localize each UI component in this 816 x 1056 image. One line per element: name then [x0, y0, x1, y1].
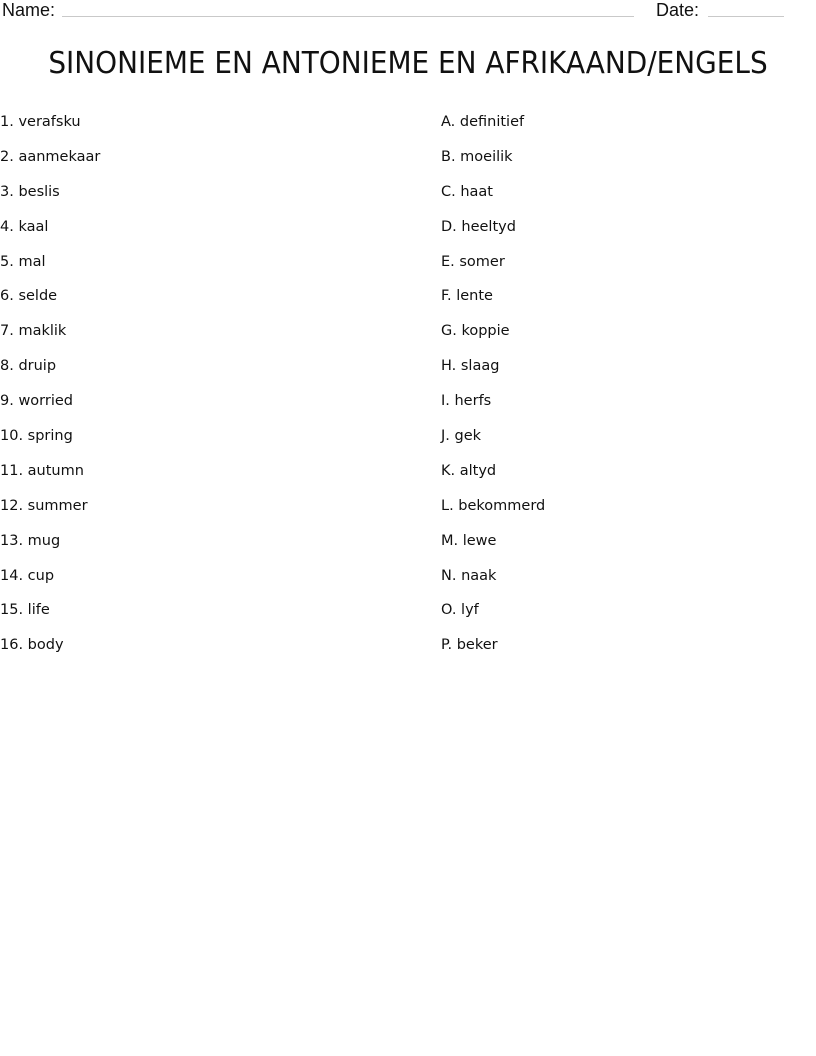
answer-item: K. altyd [441, 462, 497, 479]
answer-item: F. lente [441, 288, 493, 305]
word-item: 15. life [0, 602, 50, 619]
answer-item: D. heeltyd [441, 218, 516, 235]
answer-item: B. moeilik [441, 148, 513, 165]
worksheet-header [0, 0, 816, 24]
answer-list [441, 111, 545, 669]
word-item: 4. kaal [0, 218, 49, 235]
answer-item: H. slaag [441, 358, 500, 375]
answer-item: G. koppie [441, 323, 510, 340]
word-item: 5. mal [0, 253, 46, 270]
page-title: SINONIEME EN ANTONIEME EN AFRIKAAND/ENGELS [48, 46, 768, 81]
answer-item: A. definitief [441, 114, 525, 130]
word-item: 3. beslis [0, 183, 60, 200]
word-list [0, 111, 100, 669]
answer-item: O. lyf [441, 602, 479, 619]
answer-item: N. naak [441, 567, 497, 584]
word-item: 7. maklik [0, 323, 67, 340]
word-item: 12. summer [0, 497, 88, 514]
answer-item: I. herfs [441, 393, 492, 410]
answer-item: L. bekommerd [441, 497, 546, 514]
date-label: Date: [656, 0, 700, 20]
answer-item: P. beker [441, 637, 498, 654]
word-item: 14. cup [0, 567, 55, 584]
word-item: 1. verafsku [0, 114, 81, 130]
name-label: Name: [2, 0, 56, 20]
answer-item: J. gek [441, 428, 482, 445]
name-blank-line [62, 16, 634, 17]
date-blank-line [708, 16, 784, 17]
word-item: 8. druip [0, 358, 57, 375]
word-item: 13. mug [0, 532, 61, 549]
word-item: 2. aanmekaar [0, 148, 101, 165]
word-item: 6. selde [0, 288, 58, 305]
word-item: 11. autumn [0, 462, 84, 479]
answer-item: C. haat [441, 183, 493, 200]
word-item: 9. worried [0, 393, 73, 410]
word-item: 16. body [0, 637, 64, 654]
answer-item: E. somer [441, 253, 505, 270]
answer-item: M. lewe [441, 532, 497, 549]
word-item: 10. spring [0, 428, 73, 445]
